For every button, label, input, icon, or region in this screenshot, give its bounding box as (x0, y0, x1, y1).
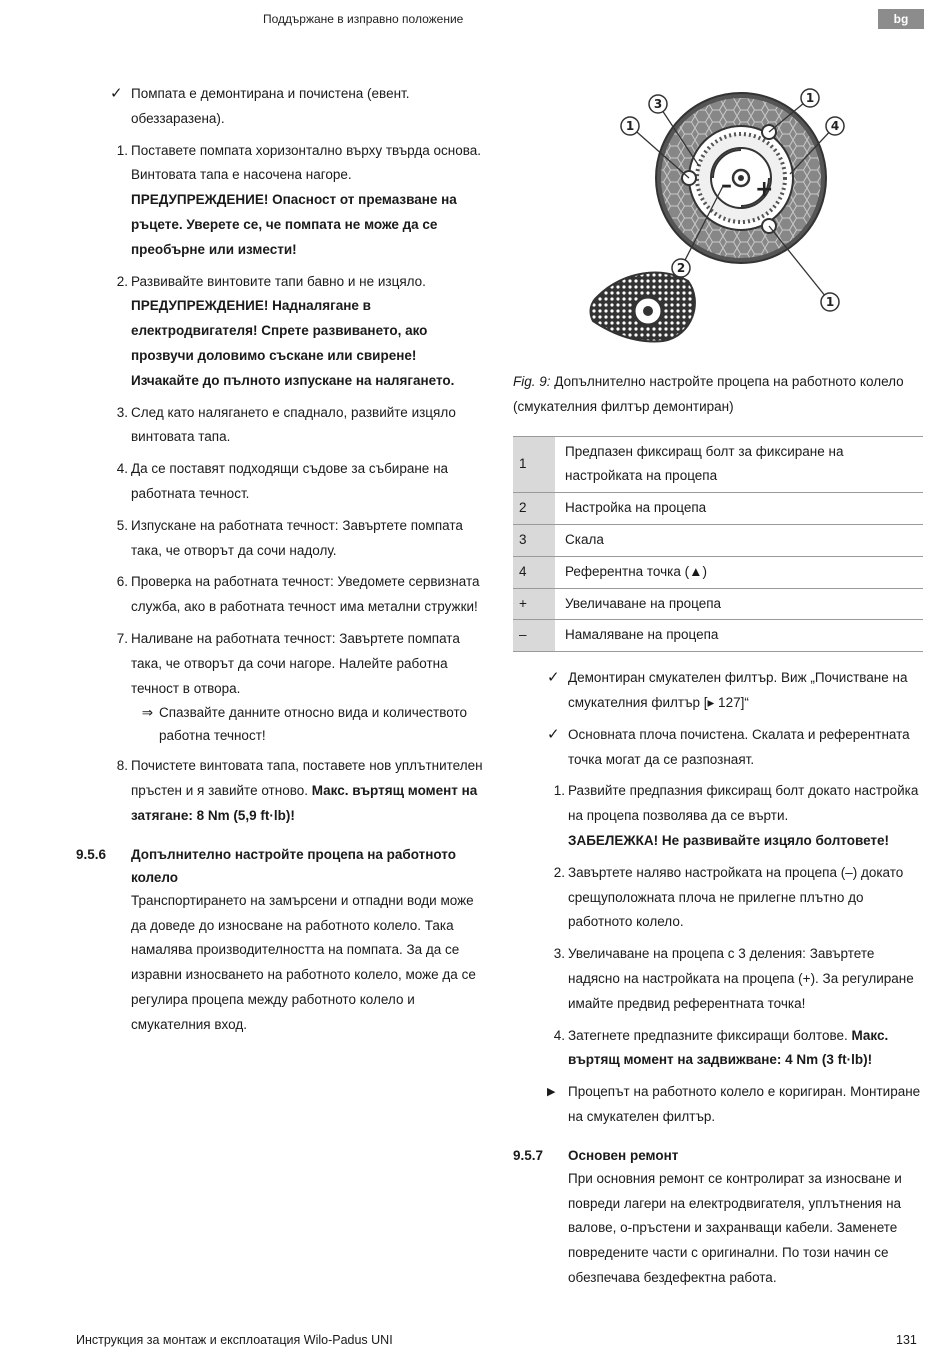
step-substep: ⇒ Спазвайте данните относно вида и количеството работна течност! (131, 701, 486, 747)
triangle-right-icon: ▶ (547, 1086, 556, 1099)
section-heading: 9.5.6 Допълнително настройте процепа на работното колело (76, 846, 456, 885)
checkmark-icon: ✓ (547, 725, 560, 743)
section-body: При основния ремонт се контролират за износване и повреди лагери на електродвигателя, уплътнения на валове, о-пръстени и захранващи кабели. Заменете повредените части с оригинални. По този начин се обезпечава бездефектна работа. (568, 1170, 902, 1285)
right-column (513, 86, 923, 1291)
minus-sign: – (721, 173, 732, 198)
callout-label: 1 (825, 295, 835, 309)
step-item: 1. Развийте предпазния фиксиращ болт докато настройка на процепа позволява да се върти. ЗАБЕЛЕЖКА! Не развивайте изцяло болтовете! (553, 783, 919, 848)
language-badge: bg (878, 9, 924, 29)
precondition-item: ✓ Помпата е демонтирана и почистена (евент. обеззаразена). (76, 82, 486, 132)
table-row: + Увеличаване на процепа (513, 588, 923, 620)
callout-label: 3 (653, 97, 663, 111)
section-heading: 9.5.7 Основен ремонт (513, 1147, 679, 1163)
step-item: 4. Затегнете предпазните фиксиращи болтове. Макс. въртящ момент на задвижване: 4 Nm (3 ft·lb)! (553, 1027, 889, 1068)
table-row: 4 Референтна точка (▲) (513, 556, 923, 588)
precondition-item: ✓ Демонтиран смукателен филтър. Виж „Почистване на смукателния филтър [▸ 127]“ (513, 666, 923, 716)
step-item: 3. След като налягането е спаднало, развийте изцяло винтовата тапа. (116, 404, 456, 445)
step-item: 6. Проверка на работната течност: Уведомете сервизната служба, ако в работната течност има метални стружки! (116, 574, 480, 615)
section-body: Транспортирането на замърсени и отпадни води може да доведе до износване на работното колело. Така намалява производителността на помпата. За да се изравни износването на работното колело, може да се регулира процепа между работното колело и смукателния вход. (131, 892, 476, 1032)
callout-label: 4 (830, 119, 840, 133)
impeller-diagram (513, 86, 923, 351)
left-column (76, 82, 486, 1038)
result-item: ▶ Процепът на работното колело е коригиран. Монтиране на смукателен филтър. (513, 1080, 923, 1130)
checkmark-icon: ✓ (110, 85, 123, 102)
checkmark-icon: ✓ (547, 669, 560, 687)
step-item: 2. Завъртете наляво настройката на процепа (–) докато срещуположната плоча не прилегне плътно до работното колело. (553, 864, 904, 930)
figure-impeller-adjustment (513, 86, 923, 356)
step-item: 1. Поставете помпата хоризонтално върху твърда основа. Винтовата тапа е насочена нагоре. ПРЕДУПРЕЖДЕНИЕ! Опасност от премазване на ръцете. Уверете се, че помпата не може да се преобърне или измести! (116, 142, 482, 257)
legend-table (513, 436, 923, 653)
running-header: Поддържане в изправно положение (263, 12, 464, 26)
step-item: 5. Изпускане на работната течност: Завъртете помпата така, че отворът да сочи надолу. (116, 517, 463, 558)
table-row: 2 Настройка на процепа (513, 493, 923, 525)
step-item: 4. Да се поставят подходящи съдове за събиране на работната течност. (116, 461, 449, 501)
plus-sign: + (755, 177, 774, 202)
table-row: – Намаляване на процепа (513, 620, 923, 652)
table-row: 1 Предпазен фиксиращ болт за фиксиране на настройката на процепа (513, 436, 923, 493)
step-item: 7. Наливане на работната течност: Завъртете помпата така, че отворът да сочи нагоре. Налейте работна течност в отвора. ⇒ Спазвайте данните относно вида и количеството работна течност! (76, 627, 486, 747)
callout-label: 1 (805, 91, 815, 105)
precondition-item: ✓ Основната плоча почистена. Скалата и референтната точка могат да се разпознаят. (513, 723, 923, 773)
step-item: 3. Увеличаване на процепа с 3 деления: Завъртете надясно на настройката на процепа (+). За регулиране имайте предвид референтната точка! (553, 946, 914, 1011)
arrow-icon: ⇒ (141, 705, 153, 721)
step-item: 2. Развивайте винтовите тапи бавно и не изцяло. ПРЕДУПРЕЖДЕНИЕ! Надналягане в електродвигателя! Спрете развиването, ако прозвучи доловимо съскане или свирене! Изчакайте до пълното изпускане на налягането. (116, 273, 455, 388)
footer-title: Инструкция за монтаж и експлоатация Wilo-Padus UNI (76, 1333, 393, 1347)
figure-caption: Fig. 9: Допълнително настройте процепа на работното колело (смукателния филтър демонтиран) (513, 374, 904, 414)
callout-label: 1 (625, 119, 635, 133)
page-number: 131 (896, 1333, 917, 1347)
steps-list (76, 139, 486, 829)
table-row: 3 Скала (513, 524, 923, 556)
step-item: 8. Почистете винтовата тапа, поставете нов уплътнителен пръстен и я завийте отново. Макс. въртящ момент на затягане: 8 Nm (5,9 ft·lb)! (116, 758, 483, 823)
callout-label: 2 (676, 261, 686, 275)
